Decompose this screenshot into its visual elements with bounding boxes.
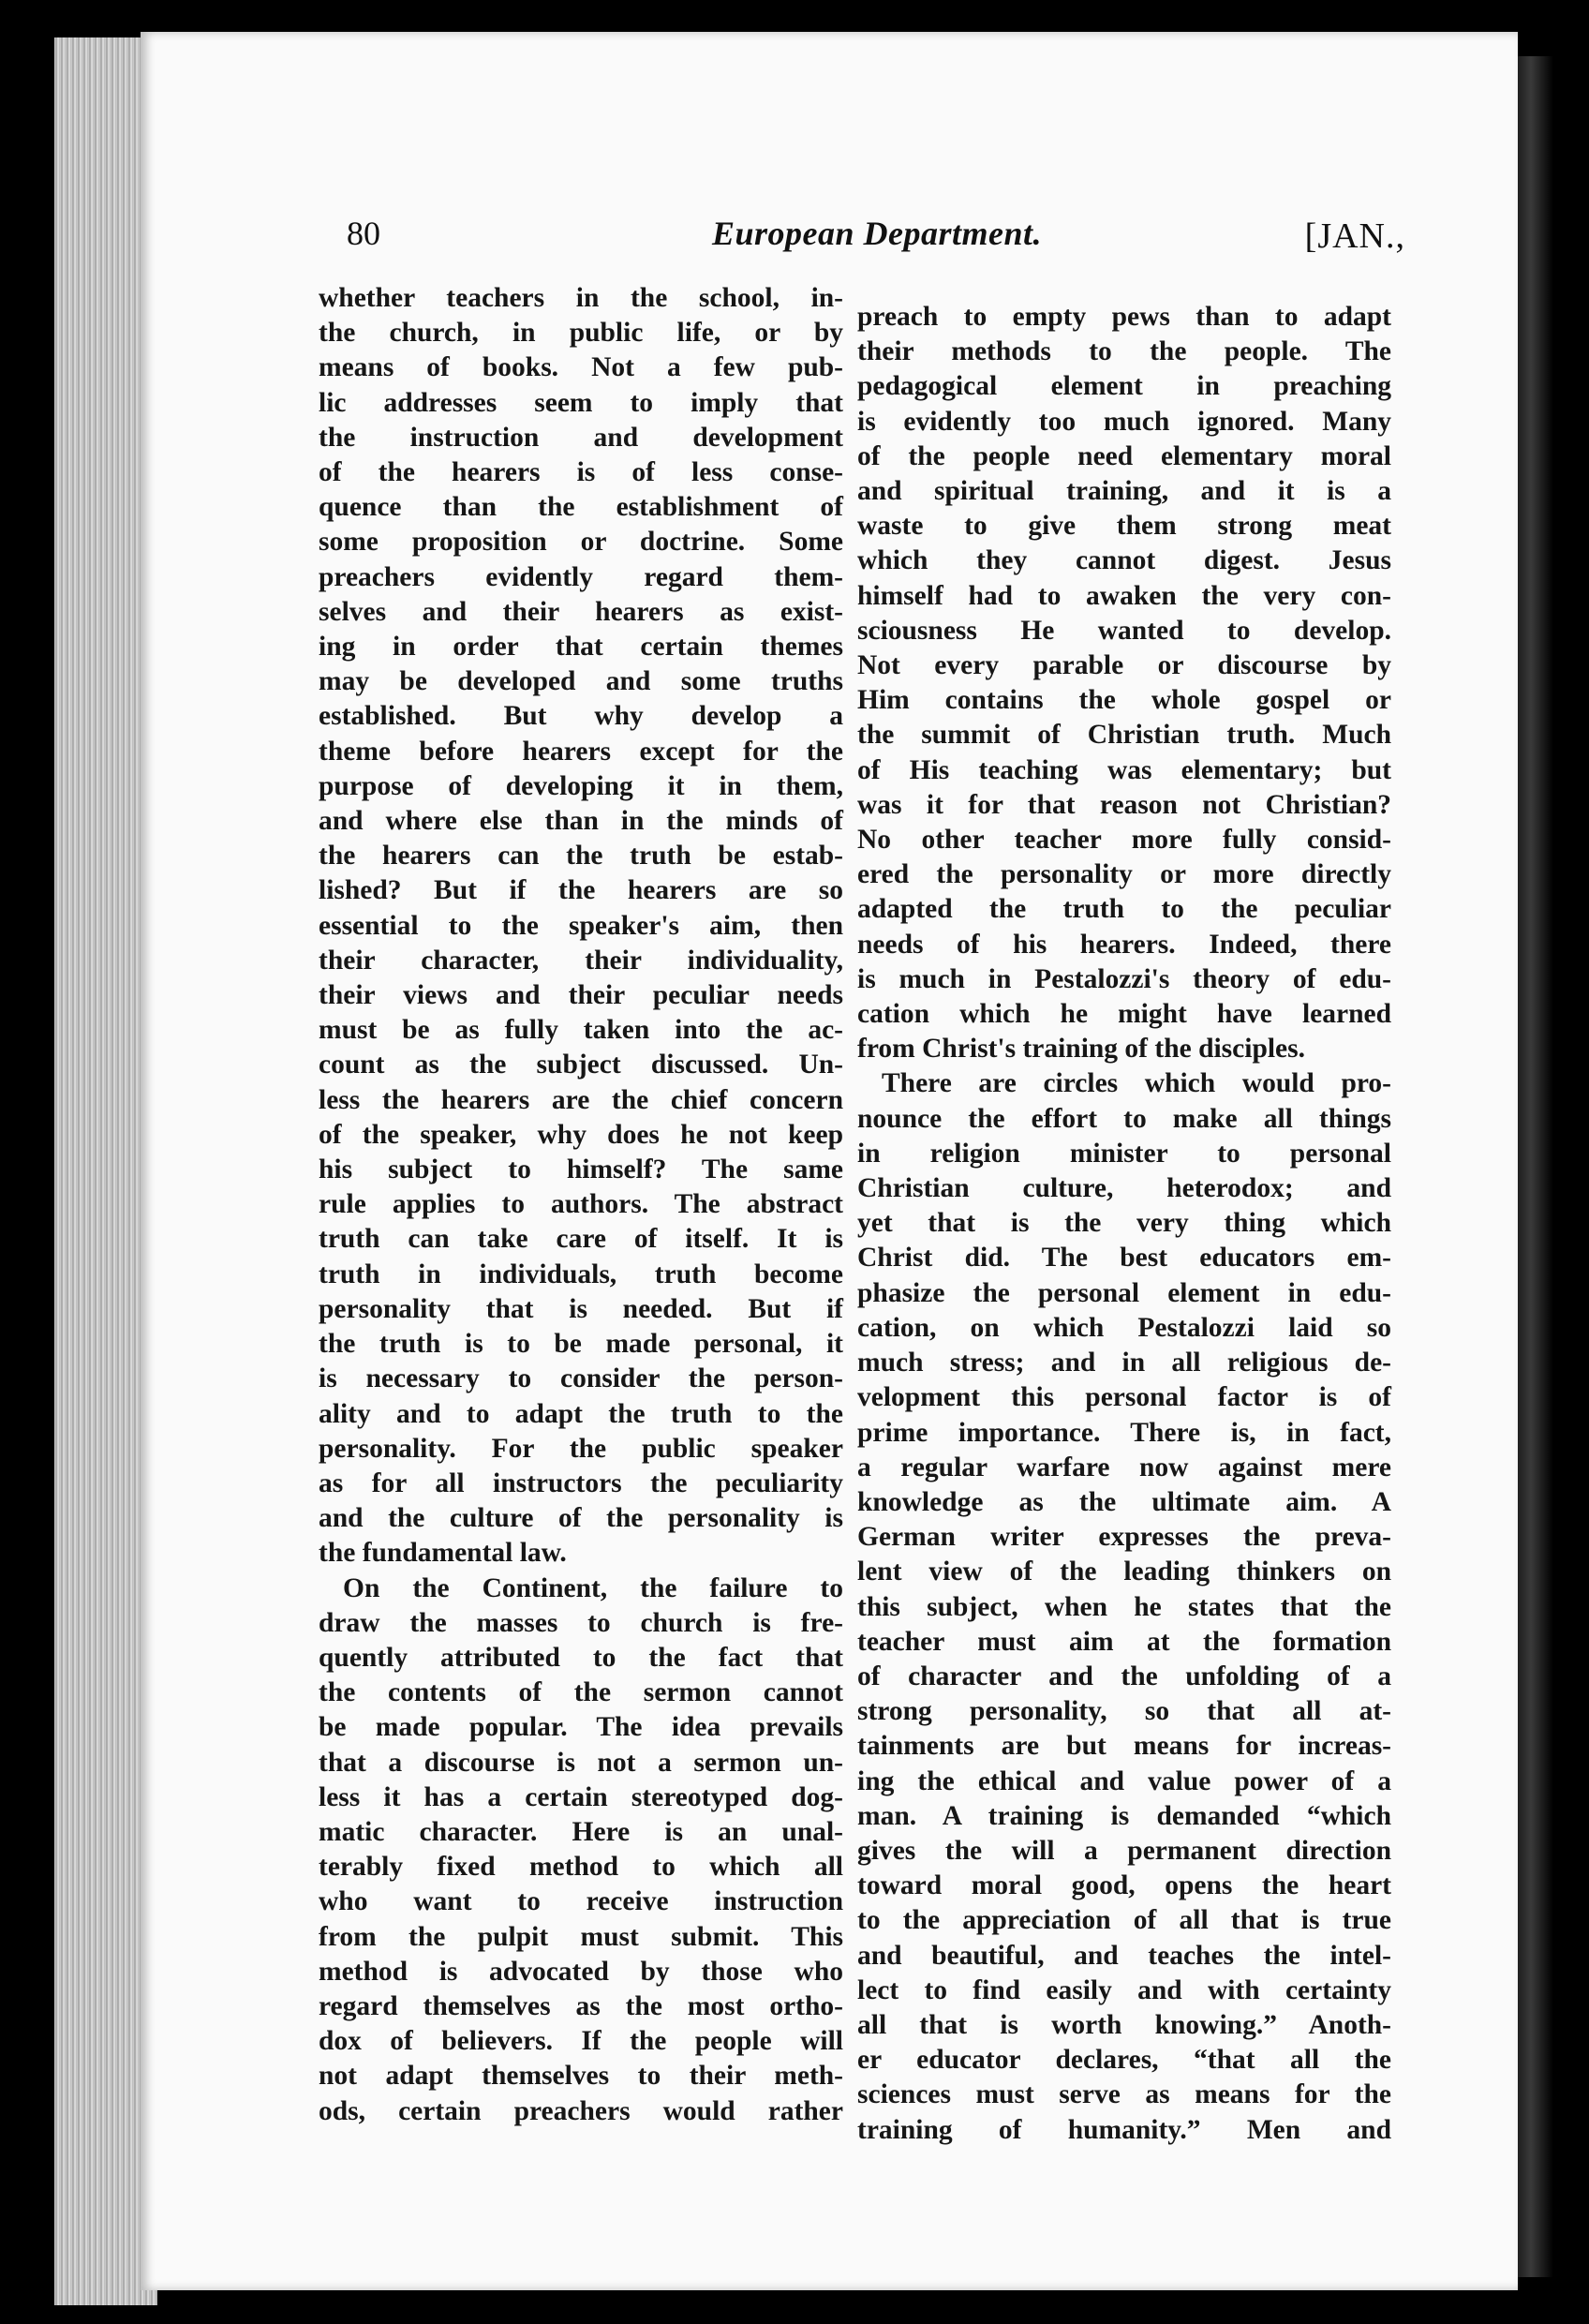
- text-line: dox of believers. If the people will: [319, 2026, 843, 2057]
- text-line: Christ did. The best educators em-: [857, 1243, 1391, 1274]
- text-line: lent view of the leading thinkers on: [857, 1557, 1391, 1587]
- text-line: all that is worth knowing.” Anoth-: [857, 2009, 1391, 2040]
- facing-page-edge: [1516, 56, 1553, 2277]
- text-line: method is advocated by those who: [319, 1956, 843, 1987]
- text-line: as for all instructors the peculiarity: [319, 1467, 843, 1498]
- text-line: rule applies to authors. The abstract: [319, 1189, 843, 1220]
- text-line: adapted the truth to the peculiar: [857, 894, 1391, 925]
- text-line: the church, in public life, or by: [319, 318, 843, 349]
- text-line: terably fixed method to which all: [319, 1852, 843, 1883]
- text-line: German writer expresses the preva-: [857, 1522, 1391, 1553]
- text-line: must be as fully taken into the ac-: [319, 1015, 843, 1046]
- text-line: purpose of developing it in them,: [319, 770, 843, 801]
- text-line: the summit of Christian truth. Much: [857, 720, 1391, 751]
- text-line: some proposition or doctrine. Some: [319, 527, 843, 558]
- text-line: lished? But if the hearers are so: [319, 875, 843, 906]
- text-line: less the hearers are the chief concern: [319, 1084, 843, 1115]
- text-line: and spiritual training, and it is a: [857, 476, 1391, 507]
- text-line: the hearers can the truth be estab-: [319, 841, 843, 872]
- text-line: quently attributed to the fact that: [319, 1642, 843, 1673]
- text-line: was it for that reason not Christian?: [857, 789, 1391, 820]
- text-line: cation, on which Pestalozzi laid so: [857, 1312, 1391, 1343]
- text-line: waste to give them strong meat: [857, 511, 1391, 542]
- text-line: of the people need elementary moral: [857, 440, 1391, 471]
- text-line: whether teachers in the school, in-: [319, 283, 843, 313]
- text-line: of the speaker, why does he not keep: [319, 1119, 843, 1150]
- text-line: selves and their hearers as exist-: [319, 596, 843, 627]
- running-head-title: European Department.: [712, 215, 1043, 252]
- text-line: pedagogical element in preaching: [857, 371, 1391, 402]
- text-line: sciences must serve as means for the: [857, 2079, 1391, 2110]
- text-line: regard themselves as the most ortho-: [319, 1990, 843, 2021]
- text-line: of His teaching was elementary; but: [857, 754, 1391, 785]
- text-line: be made popular. The idea prevails: [319, 1712, 843, 1743]
- text-line: less it has a certain stereotyped dog-: [319, 1781, 843, 1812]
- text-line: this subject, when he states that the: [857, 1591, 1391, 1622]
- text-line: sciousness He wanted to develop.: [857, 615, 1391, 646]
- right-text-column: [857, 300, 1391, 2148]
- text-line: There are circles which would pro-: [882, 1068, 1391, 1099]
- text-line: Christian culture, heterodox; and: [857, 1173, 1391, 1204]
- text-line: personality that is needed. But if: [319, 1293, 843, 1324]
- text-line: draw the masses to church is fre-: [319, 1607, 843, 1638]
- text-line: velopment this personal factor is of: [857, 1382, 1391, 1413]
- text-line: tainments are but means for increas-: [857, 1731, 1391, 1762]
- text-line: needs of his hearers. Indeed, there: [857, 929, 1391, 960]
- text-line: matic character. Here is an unal-: [319, 1816, 843, 1847]
- text-line: training of humanity.” Men and: [857, 2114, 1391, 2145]
- text-line: man. A training is demanded “which: [857, 1800, 1391, 1831]
- text-line: personality. For the public speaker: [319, 1433, 843, 1464]
- text-line: himself had to awaken the very con-: [857, 580, 1391, 611]
- text-line: that a discourse is not a sermon un-: [319, 1747, 843, 1778]
- text-line: their views and their peculiar needs: [319, 980, 843, 1011]
- text-line: truth can take care of itself. It is: [319, 1224, 843, 1255]
- text-line: truth in individuals, truth become: [319, 1259, 843, 1289]
- text-line: theme before hearers except for the: [319, 736, 843, 767]
- text-line: means of books. Not a few pub-: [319, 352, 843, 383]
- text-line: from Christ's training of the disciples.: [857, 1034, 1306, 1065]
- text-line: ered the personality or more directly: [857, 859, 1391, 890]
- text-line: in religion minister to personal: [857, 1138, 1391, 1169]
- text-line: may be developed and some truths: [319, 666, 843, 697]
- text-line: and the culture of the personality is: [319, 1503, 843, 1534]
- text-line: and where else than in the minds of: [319, 806, 843, 837]
- text-line: is necessary to consider the person-: [319, 1363, 843, 1394]
- left-text-column: [319, 281, 843, 2129]
- text-line: essential to the speaker's aim, then: [319, 910, 843, 941]
- text-line: strong personality, so that all at-: [857, 1696, 1391, 1727]
- text-line: cation which he might have learned: [857, 999, 1391, 1030]
- text-line: quence than the establishment of: [319, 492, 843, 523]
- page-number: 80: [347, 215, 380, 252]
- text-line: ods, certain preachers would rather: [319, 2095, 843, 2126]
- text-line: lic addresses seem to imply that: [319, 387, 843, 418]
- running-header: [347, 214, 1405, 270]
- text-line: knowledge as the ultimate aim. A: [857, 1486, 1391, 1517]
- text-line: No other teacher more fully consid-: [857, 825, 1391, 856]
- text-line: preachers evidently regard them-: [319, 561, 843, 592]
- text-line: lect to find easily and with certainty: [857, 1974, 1391, 2005]
- text-line: yet that is the very thing which: [857, 1208, 1391, 1239]
- text-line: teacher must aim at the formation: [857, 1626, 1391, 1657]
- text-line: their character, their individuality,: [319, 945, 843, 976]
- text-line: ing in order that certain themes: [319, 632, 843, 663]
- text-line: and beautiful, and teaches the intel-: [857, 1940, 1391, 1971]
- text-line: On the Continent, the failure to: [343, 1572, 843, 1603]
- text-line: Him contains the whole gospel or: [857, 685, 1391, 716]
- text-line: prime importance. There is, in fact,: [857, 1417, 1391, 1448]
- text-line: is evidently too much ignored. Many: [857, 406, 1391, 437]
- text-line: established. But why develop a: [319, 701, 843, 732]
- text-line: much stress; and in all religious de-: [857, 1348, 1391, 1378]
- text-line: to the appreciation of all that is true: [857, 1905, 1391, 1936]
- text-line: a regular warfare now against mere: [857, 1452, 1391, 1482]
- text-line: gives the will a permanent direction: [857, 1835, 1391, 1866]
- running-head-date: [JAN.,: [1304, 216, 1405, 256]
- text-line: nounce the effort to make all things: [857, 1103, 1391, 1134]
- text-line: from the pulpit must submit. This: [319, 1921, 843, 1952]
- text-line: his subject to himself? The same: [319, 1155, 843, 1185]
- text-line: who want to receive instruction: [319, 1886, 843, 1917]
- text-line: their methods to the people. The: [857, 336, 1391, 367]
- text-line: not adapt themselves to their meth-: [319, 2061, 843, 2092]
- text-line: the instruction and development: [319, 422, 843, 453]
- text-line: the fundamental law.: [319, 1538, 567, 1569]
- text-line: preach to empty pews than to adapt: [857, 302, 1391, 332]
- text-line: of character and the unfolding of a: [857, 1661, 1391, 1691]
- text-line: the truth is to be made personal, it: [319, 1329, 843, 1360]
- text-line: er educator declares, “that all the: [857, 2045, 1391, 2076]
- text-line: ing the ethical and value power of a: [857, 1765, 1391, 1796]
- text-line: is much in Pestalozzi's theory of edu-: [857, 963, 1391, 994]
- text-line: phasize the personal element in edu-: [857, 1277, 1391, 1308]
- text-line: the contents of the sermon cannot: [319, 1677, 843, 1708]
- text-line: which they cannot digest. Jesus: [857, 545, 1391, 576]
- text-line: toward moral good, opens the heart: [857, 1870, 1391, 1901]
- text-line: count as the subject discussed. Un-: [319, 1050, 843, 1080]
- text-line: of the hearers is of less conse-: [319, 457, 843, 488]
- text-line: Not every parable or discourse by: [857, 650, 1391, 681]
- text-line: ality and to adapt the truth to the: [319, 1398, 843, 1429]
